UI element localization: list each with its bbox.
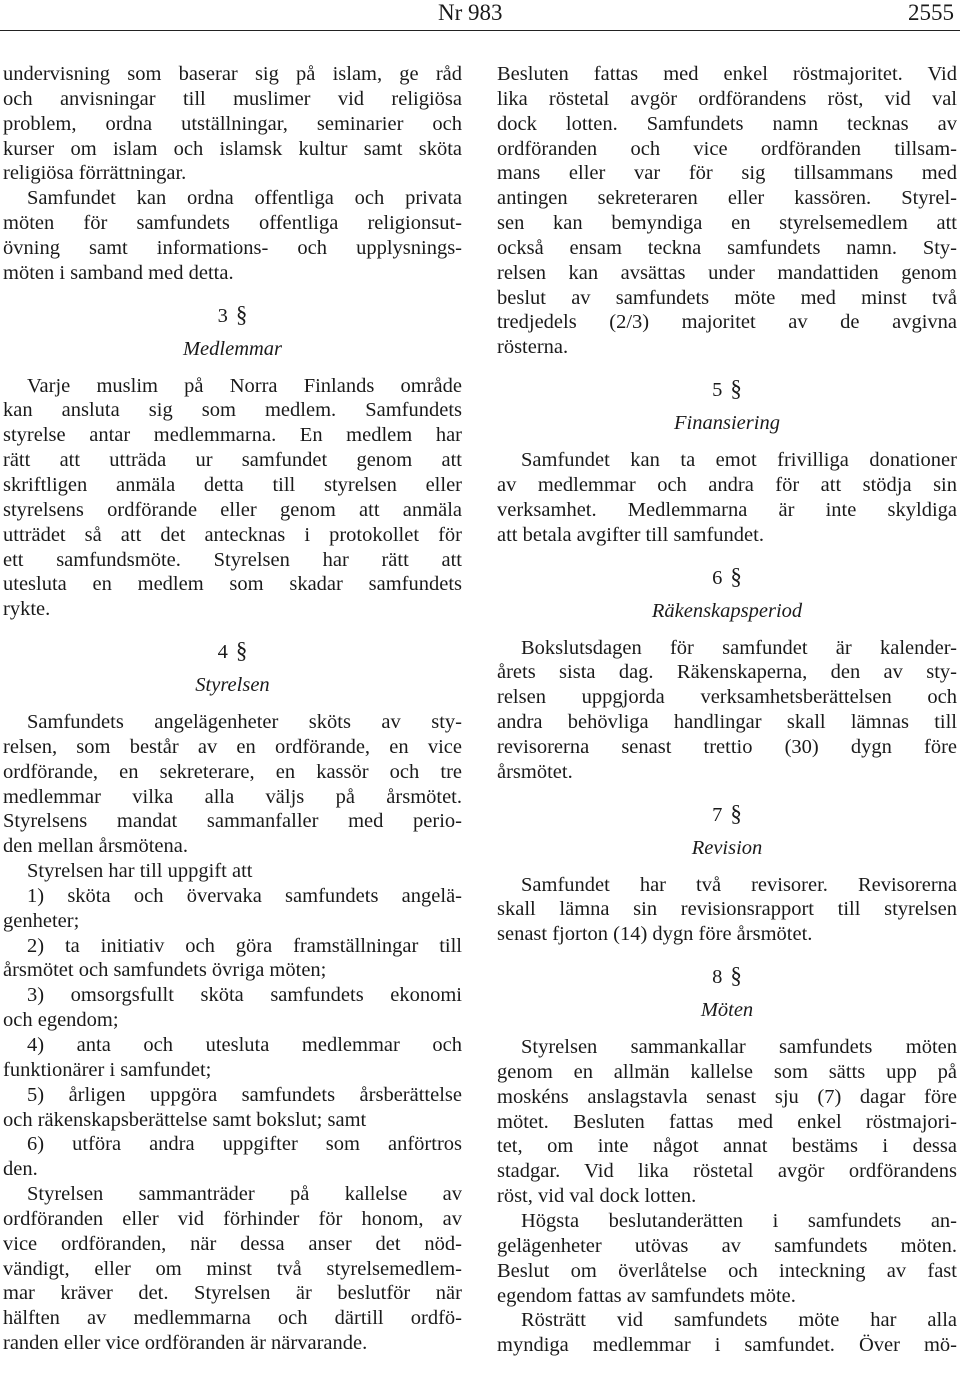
text-line: 2) ta initiativ och göra framställningar till	[27, 934, 462, 957]
list-item	[3, 934, 462, 984]
text-line: Samfundet kan ordna offentliga och privata	[27, 187, 462, 210]
text-line: religiösa förrättningar.	[3, 162, 187, 185]
paragraph	[497, 1209, 957, 1308]
text-line: rykte.	[3, 598, 51, 621]
text-line: 6) utföra andra uppgifter som anförtros	[27, 1133, 462, 1156]
text-line: 4) anta och utesluta medlemmar och	[27, 1034, 462, 1056]
section-heading	[497, 961, 957, 1025]
text-line: röst, vid val dock lotten.	[497, 1185, 697, 1208]
text-line: lika röstetal avgör ordförandens röst, vid val	[497, 87, 957, 110]
text-line: medlemmar vilka alla väljs på årsmötet.	[3, 785, 462, 808]
section-title: Revision	[691, 836, 763, 859]
text-line: problem, ordna utställningar, seminarier och	[3, 112, 462, 135]
text-line: 5) årligen uppgöra samfundets årsberättelse	[27, 1083, 462, 1106]
text-line: gelägenheter utövas av samfundets möten.	[497, 1234, 957, 1257]
text-line: av medlemmar och andra för att stödja sin	[497, 473, 957, 496]
text-line: genheter;	[3, 909, 80, 932]
right-column	[497, 62, 957, 1358]
text-line: stadgar. Vid lika röstetal avgör ordförandens	[497, 1160, 957, 1183]
text-line: relsen kan avsättas under mandattiden genom	[497, 261, 957, 284]
text-line: hälften av medlemmarna och därtill ordfö-	[3, 1307, 462, 1330]
text-line: Styrelsen sammankallar samfundets möten	[521, 1036, 957, 1059]
text-line: Samfundet har två revisorer. Revisorerna	[521, 873, 957, 896]
text-line: skriftligen anmäla detta till styrelsen eller	[3, 473, 462, 496]
text-line: undervisning som baserar sig på islam, ge råd	[3, 63, 462, 85]
text-line: funktionärer i samfundet;	[3, 1058, 212, 1081]
text-line: övning samt informations- och upplysnings-	[3, 236, 462, 259]
text-line: Samfundets angelägenheter sköts av sty-	[27, 711, 462, 734]
list-item	[3, 1083, 462, 1133]
text-line: och räkenskapsberättelse samt bokslut; samt	[3, 1108, 367, 1131]
text-line: senast fjorton (14) dygn före årsmötet.	[497, 923, 813, 946]
section-heading	[3, 300, 462, 364]
text-line: 1) sköta och övervaka samfundets angelä-	[27, 884, 462, 907]
page-number: 2555	[908, 0, 954, 25]
section-number: 8 §	[712, 963, 742, 989]
list-item	[3, 884, 462, 934]
list-item	[3, 1132, 462, 1182]
text-line: Bokslutsdagen för samfundet är kalender-	[521, 636, 957, 659]
text-line: tredjedels (2/3) majoritet av de avgivna	[497, 311, 957, 334]
text-line: Högsta beslutanderätten i samfundets an-	[521, 1210, 957, 1232]
text-line: skall lämna sin revisionsrapport till styrelsen	[497, 898, 957, 921]
text-line: andra behövliga handlingar skall lämnas till	[497, 711, 957, 734]
left-column	[3, 62, 462, 1356]
paragraph	[497, 1308, 957, 1358]
text-line: sen kan bemyndiga en styrelsemedlem att	[497, 212, 957, 235]
section-title: Styrelsen	[195, 674, 270, 697]
text-line: Varje muslim på Norra Finlands område	[27, 374, 462, 397]
text-line: Styrelsens mandat sammanfaller med perio-	[3, 810, 462, 833]
paragraph	[497, 448, 957, 547]
text-line: Samfundet kan ta emot frivilliga donationer	[521, 449, 957, 472]
text-line: 3) omsorgsfullt sköta samfundets ekonomi	[27, 984, 462, 1007]
text-line: kurser om islam och islamsk kultur samt sköta	[3, 137, 462, 160]
text-line: möten i samband med detta.	[3, 261, 234, 284]
text-line: Styrelsen sammanträder på kallelse av	[27, 1183, 462, 1206]
text-line: antingen sekreteraren eller kassören. Styrel-	[497, 187, 957, 210]
text-line: styrelse antar medlemmarna. En medlem har	[3, 424, 462, 447]
paragraph	[497, 62, 957, 360]
list-item	[3, 1033, 462, 1083]
text-line: årsmötet.	[497, 760, 573, 783]
text-line: rösterna.	[497, 336, 569, 359]
text-line: också ensam teckna samfundets namn. Sty-	[497, 236, 957, 259]
text-line: vändigt, eller om minst två styrelsemedlem-	[3, 1257, 462, 1280]
text-line: och anvisningar till muslimer vid religiösa	[3, 87, 462, 110]
paragraph	[497, 873, 957, 948]
text-line: relsen uppgjorda verksamhetsberättelsen och	[497, 686, 957, 709]
section-heading	[497, 562, 957, 626]
section-heading	[497, 799, 957, 863]
text-line: styrelsens ordförande eller genom att anmäla	[3, 498, 462, 521]
text-line: kan ansluta sig som medlem. Samfundets	[3, 399, 462, 422]
section-title: Räkenskapsperiod	[651, 599, 803, 622]
text-line: mar kräver det. Styrelsen är beslutför när	[3, 1282, 462, 1305]
list-item	[3, 983, 462, 1033]
text-line: den mellan årsmötena.	[3, 835, 189, 858]
text-line: årets sista dag. Räkenskaperna, den av sty-	[497, 661, 957, 684]
paragraph	[497, 1035, 957, 1209]
text-line: årsmötet och samfundets övriga möten;	[3, 959, 327, 982]
text-line: revisorerna senast trettio (30) dygn före	[497, 735, 957, 758]
paragraph	[3, 859, 462, 884]
text-line: Rösträtt vid samfundets möte har alla	[521, 1309, 957, 1332]
text-line: beslut av samfundets möte med minst två	[497, 286, 957, 309]
text-line: Beslut om överlåtelse och inteckning av fast	[497, 1259, 957, 1282]
section-number: 4 §	[217, 638, 248, 664]
text-line: att betala avgifter till samfundet.	[497, 523, 764, 546]
paragraph	[3, 186, 462, 285]
section-title: Medlemmar	[182, 337, 283, 360]
paragraph	[3, 1182, 462, 1356]
section-heading	[3, 636, 462, 700]
section-number: 3 §	[217, 301, 248, 327]
text-line: utesluta en medlem som skadar samfundets	[3, 573, 462, 596]
text-line: Besluten fattas med enkel röstmajoritet. Vid	[497, 63, 957, 85]
text-line: den.	[3, 1158, 38, 1181]
section-number: 5 §	[712, 376, 742, 402]
text-line: egendom fattas av samfundets möte.	[497, 1284, 796, 1307]
paragraph	[3, 62, 462, 186]
text-line: moskéns anslagstavla senast sju (7) dagar före	[497, 1085, 957, 1108]
statute-number: Nr 983	[438, 0, 503, 25]
text-line: ordföranden och vice ordföranden tillsam-	[497, 137, 957, 160]
text-line: mans eller var för sig tillsammans med	[497, 162, 957, 185]
text-line: ordförande, en sekreterare, en kassör och tre	[3, 760, 462, 783]
text-line: tet, om inte något annat bestäms i dessa	[497, 1135, 957, 1158]
text-line: ett samfundsmöte. Styrelsen har rätt att	[3, 548, 462, 571]
section-heading	[497, 374, 957, 438]
text-line: utträdet så att det antecknas i protokollet för	[3, 523, 462, 546]
section-number: 6 §	[712, 563, 742, 589]
text-line: relsen, som består av en ordförande, en vice	[3, 735, 462, 758]
text-line: randen eller vice ordföranden är närvarande.	[3, 1332, 368, 1355]
section-title: Finansiering	[674, 412, 780, 435]
text-line: Styrelsen har till uppgift att	[27, 860, 253, 883]
text-line: ordföranden eller vid förhinder för honom, av	[3, 1207, 462, 1230]
text-line: och egendom;	[3, 1009, 119, 1032]
text-line: verksamhet. Medlemmarna är inte skyldiga	[497, 498, 957, 521]
section-number: 7 §	[712, 800, 742, 826]
paragraph	[3, 374, 462, 622]
section-title: Möten	[700, 999, 754, 1022]
text-line: mötet. Besluten fattas med enkel röstmajori-	[497, 1110, 957, 1133]
text-line: möten för samfundets offentliga religionsut-	[3, 212, 462, 235]
paragraph	[497, 636, 957, 785]
text-line: myndiga medlemmar i samfundet. Över mö-	[497, 1334, 957, 1357]
text-line: vice ordföranden, när dessa anser det nöd-	[3, 1232, 462, 1255]
paragraph	[3, 710, 462, 859]
text-line: dock lotten. Samfundets namn tecknas av	[497, 112, 957, 135]
page-header	[0, 0, 960, 31]
text-line: genom en allmän kallelse som sätts upp på	[497, 1060, 957, 1083]
text-line: rätt att utträda ur samfundet genom att	[3, 449, 462, 472]
